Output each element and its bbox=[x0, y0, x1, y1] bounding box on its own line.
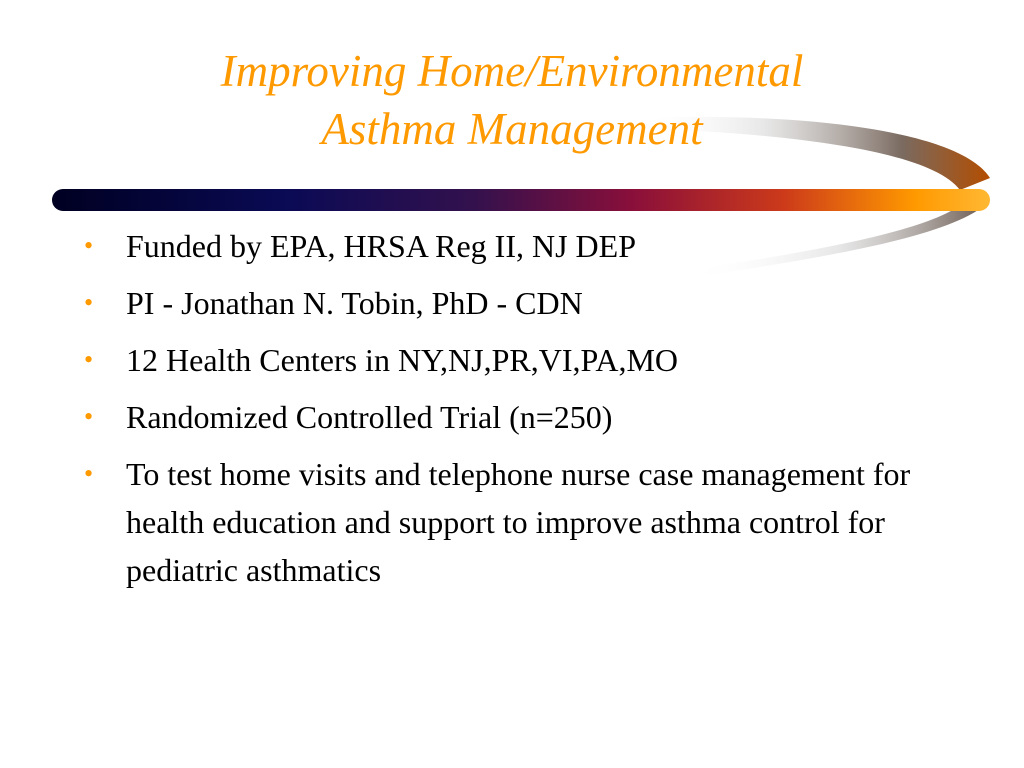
bullet-dot-icon: • bbox=[84, 345, 94, 374]
bullet-item bbox=[84, 222, 944, 270]
bullet-dot-icon: • bbox=[84, 231, 94, 260]
slide-title-line-1: Improving Home/Environmental bbox=[220, 46, 804, 96]
bullet-item bbox=[84, 393, 944, 441]
bullet-text: 12 Health Centers in NY,NJ,PR,VI,PA,MO bbox=[126, 342, 679, 378]
bullet-text: Randomized Controlled Trial (n=250) bbox=[126, 399, 613, 435]
slide-title-line-2: Asthma Management bbox=[321, 104, 703, 154]
bullet-dot-icon: • bbox=[84, 288, 94, 317]
bullet-item bbox=[84, 450, 944, 594]
bullet-text: Funded by EPA, HRSA Reg II, NJ DEP bbox=[126, 228, 636, 264]
bullet-item bbox=[84, 279, 944, 327]
slide-title bbox=[60, 42, 964, 158]
bullet-list bbox=[84, 222, 944, 603]
bullet-dot-icon: • bbox=[84, 402, 94, 431]
bullet-item bbox=[84, 336, 944, 384]
bullet-text: To test home visits and telephone nurse case management for health education and support to improve asthma control for pediatric asthmatics bbox=[126, 456, 911, 588]
bullet-text: PI - Jonathan N. Tobin, PhD - CDN bbox=[126, 285, 583, 321]
bullet-dot-icon: • bbox=[84, 459, 94, 488]
